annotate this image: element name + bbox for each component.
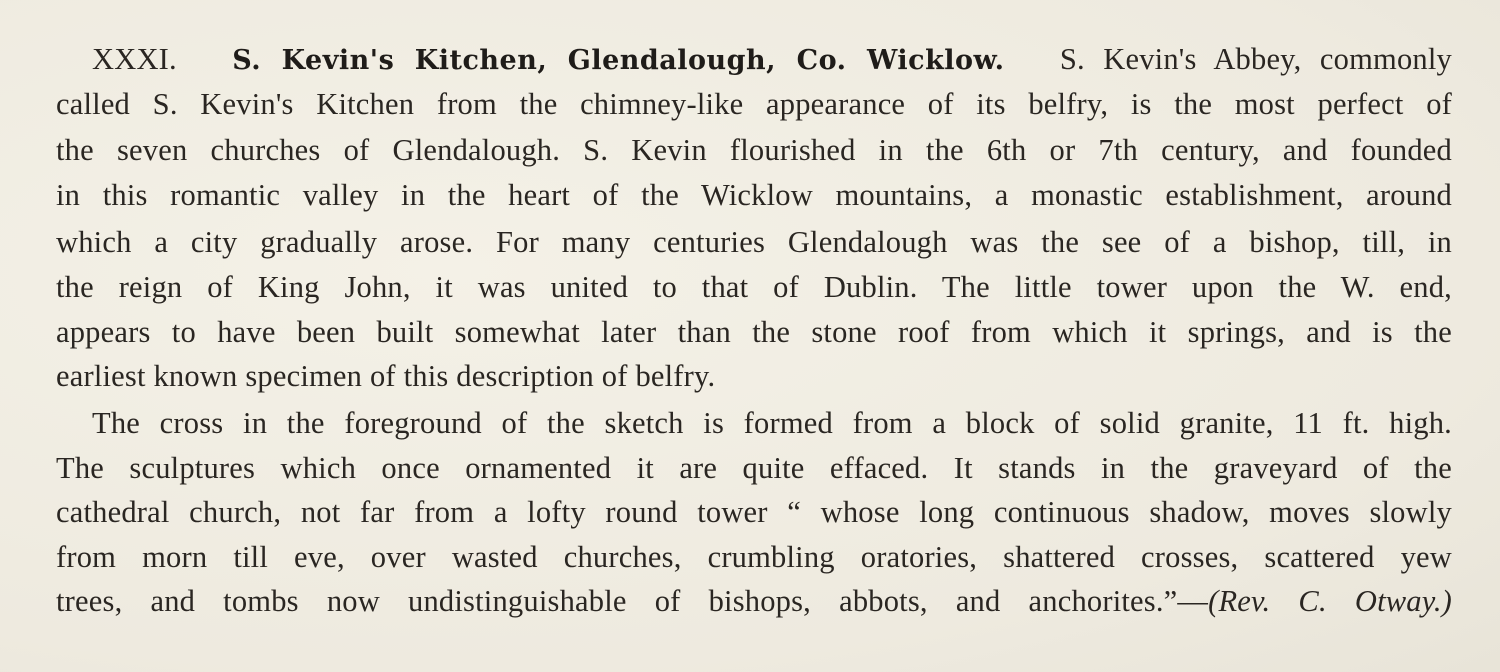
citation: (Rev. C. Otway.) — [1208, 584, 1452, 618]
paragraph-1-line-1-text: S. Kevin's Abbey, commonly — [1059, 42, 1452, 76]
paragraph-1-line-4: in this romantic valley in the heart of the Wicklow mountains, a monastic establishment, around — [56, 178, 1452, 212]
paragraph-1-line-2: called S. Kevin's Kitchen from the chimney-like appearance of its belfry, is the most perfect of — [56, 87, 1452, 121]
plate-heading: S. Kevin's Kitchen, Glendalough, Co. Wicklow. — [232, 45, 1005, 76]
paragraph-2-line-2: The sculptures which once ornamented it are quite effaced. It stands in the graveyard of the — [56, 451, 1452, 485]
paragraph-1-line-5: which a city gradually arose. For many centuries Glendalough was the see of a bishop, till, in — [56, 225, 1452, 259]
paragraph-1-line-6: the reign of King John, it was united to that of Dublin. The little tower upon the W. end, — [56, 270, 1452, 304]
paragraph-2-line-5-text: trees, and tombs now undistinguishable of bishops, abbots, and anchorites.”— — [56, 584, 1209, 618]
paragraph-1-line-1 — [92, 39, 1452, 81]
plate-number: XXXI. — [92, 42, 177, 76]
paragraph-2-line-4: from morn till eve, over wasted churches, crumbling oratories, shattered crosses, scattered yew — [56, 540, 1452, 574]
paragraph-1-line-8: earliest known specimen of this description of belfry. — [56, 359, 716, 393]
paragraph-2-line-3: cathedral church, not far from a lofty round tower “ whose long continuous shadow, moves slowly — [56, 495, 1452, 529]
paragraph-1-line-3: the seven churches of Glendalough. S. Kevin flourished in the 6th or 7th century, and founded — [56, 133, 1452, 167]
paragraph-2-line-1: The cross in the foreground of the sketch is formed from a block of solid granite, 11 ft. high. — [92, 406, 1452, 440]
paragraph-2-line-5 — [56, 581, 1452, 623]
paragraph-1-line-7: appears to have been built somewhat later than the stone roof from which it springs, and is the — [56, 315, 1452, 349]
